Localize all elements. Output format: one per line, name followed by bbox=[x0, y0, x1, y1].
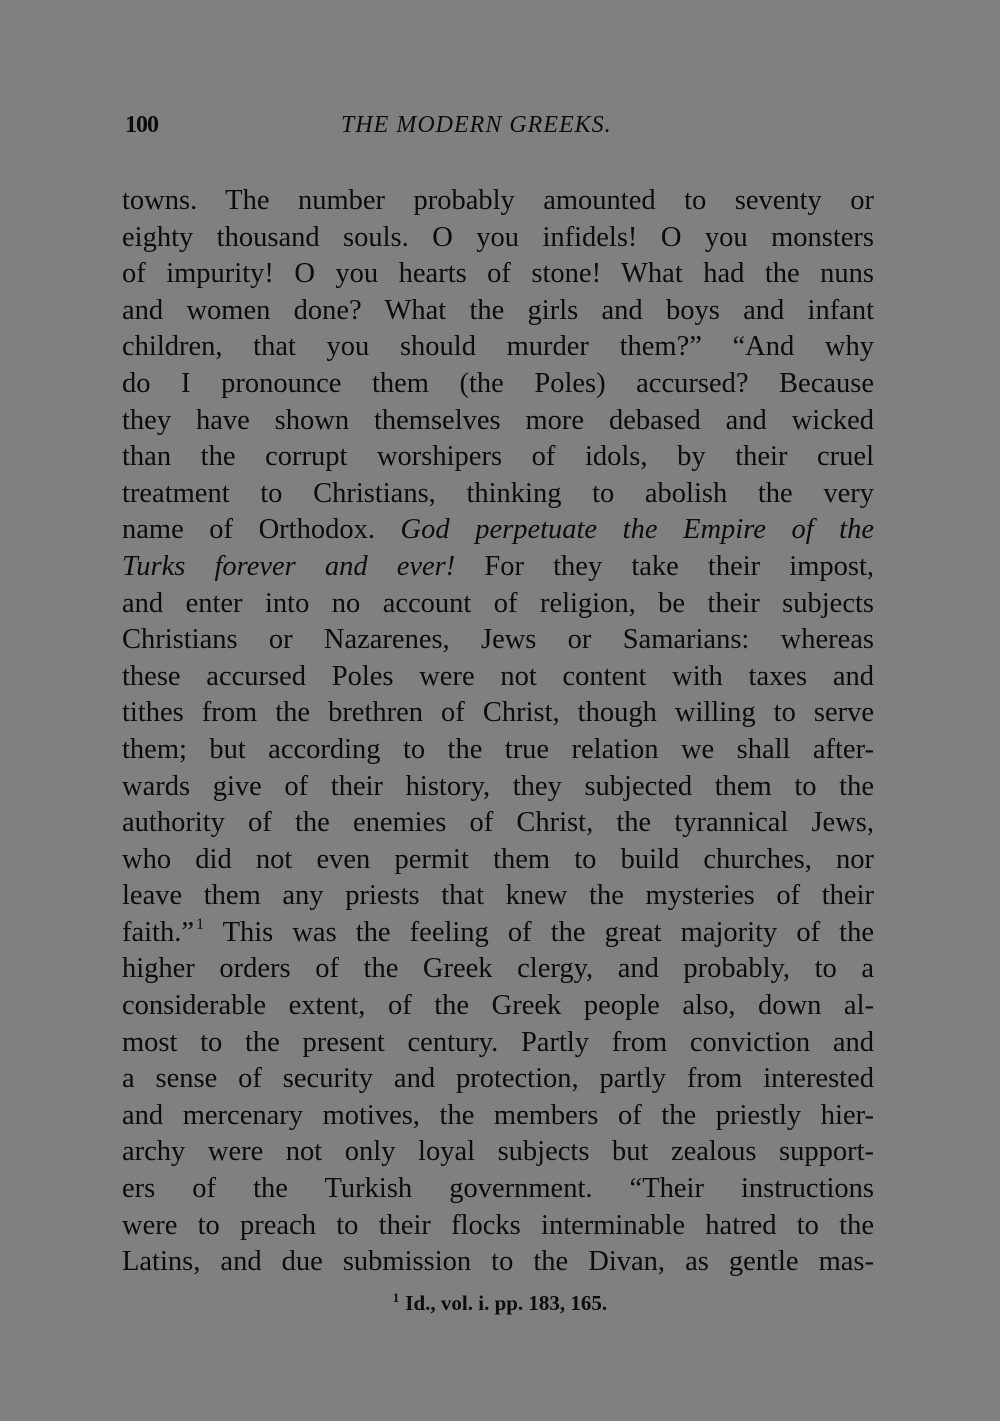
text-segment: This was the feeling of the great majority of the bbox=[222, 916, 874, 948]
footnote-mark: 1 bbox=[392, 1290, 400, 1305]
page-number: 100 bbox=[125, 112, 158, 138]
text-line: Latins, and due submission to the Divan, as gentle mas- bbox=[122, 1246, 874, 1278]
text-line: most to the present century. Partly from conviction and bbox=[122, 1026, 874, 1058]
text-line bbox=[122, 549, 874, 586]
text-line: authority of the enemies of Christ, the tyrannical Jews, bbox=[122, 807, 874, 839]
text-line: were to preach to their flocks interminable hatred to the bbox=[122, 1209, 874, 1241]
text-line: towns. The number probably amounted to seventy or bbox=[122, 185, 874, 216]
text-line: children, that you should murder them?” “And why bbox=[122, 331, 874, 363]
text-line: these accursed Poles were not content with taxes and bbox=[122, 660, 874, 692]
footnote-reference: 1 bbox=[196, 915, 205, 933]
running-head bbox=[125, 112, 875, 152]
footnote bbox=[0, 1290, 1000, 1316]
text-line: tithes from the brethren of Christ, though willing to serve bbox=[122, 697, 874, 729]
text-line: a sense of security and protection, partly from interested bbox=[122, 1063, 874, 1095]
text-line: and women done? What the girls and boys and infant bbox=[122, 294, 874, 326]
text-line: and mercenary motives, the members of the priestly hier- bbox=[122, 1099, 874, 1131]
body-text bbox=[122, 183, 874, 1281]
text-line: archy were not only loyal subjects but zealous support- bbox=[122, 1136, 874, 1168]
italic-quote: God perpetuate the Empire of the bbox=[400, 514, 874, 546]
text-line bbox=[122, 915, 874, 952]
text-line: who did not even permit them to build churches, nor bbox=[122, 843, 874, 875]
text-line: of impurity! O you hearts of stone! What had the nuns bbox=[122, 258, 874, 290]
text-line: Christians or Nazarenes, Jews or Samarians: whereas bbox=[122, 624, 874, 656]
text-line: they have shown themselves more debased and wicked bbox=[122, 404, 874, 436]
text-segment: name of Orthodox. bbox=[122, 514, 375, 546]
text-line: wards give of their history, they subjected them to the bbox=[122, 770, 874, 802]
text-line: eighty thousand souls. O you infidels! O you monsters bbox=[122, 221, 874, 253]
text-line: considerable extent, of the Greek people also, down al- bbox=[122, 990, 874, 1022]
text-line: treatment to Christians, thinking to abolish the very bbox=[122, 477, 874, 509]
text-segment: For they take their impost, bbox=[484, 550, 874, 582]
text-line: than the corrupt worshipers of idols, by their cruel bbox=[122, 441, 874, 473]
text-line: do I pronounce them (the Poles) accursed? Because bbox=[122, 367, 874, 399]
text-line: ers of the Turkish government. “Their instructions bbox=[122, 1173, 874, 1205]
text-line: and enter into no account of religion, be their subjects bbox=[122, 587, 874, 619]
text-line: leave them any priests that knew the mysteries of their bbox=[122, 880, 874, 912]
footnote-text: Id., vol. i. pp. 183, 165. bbox=[405, 1291, 608, 1315]
text-line bbox=[122, 512, 874, 549]
running-title: THE MODERN GREEKS. bbox=[341, 112, 612, 138]
text-line: them; but according to the true relation we shall after- bbox=[122, 733, 874, 765]
italic-quote: Turks forever and ever! bbox=[122, 550, 456, 582]
text-line: higher orders of the Greek clergy, and probably, to a bbox=[122, 953, 874, 985]
text-segment: faith.” bbox=[122, 916, 195, 948]
